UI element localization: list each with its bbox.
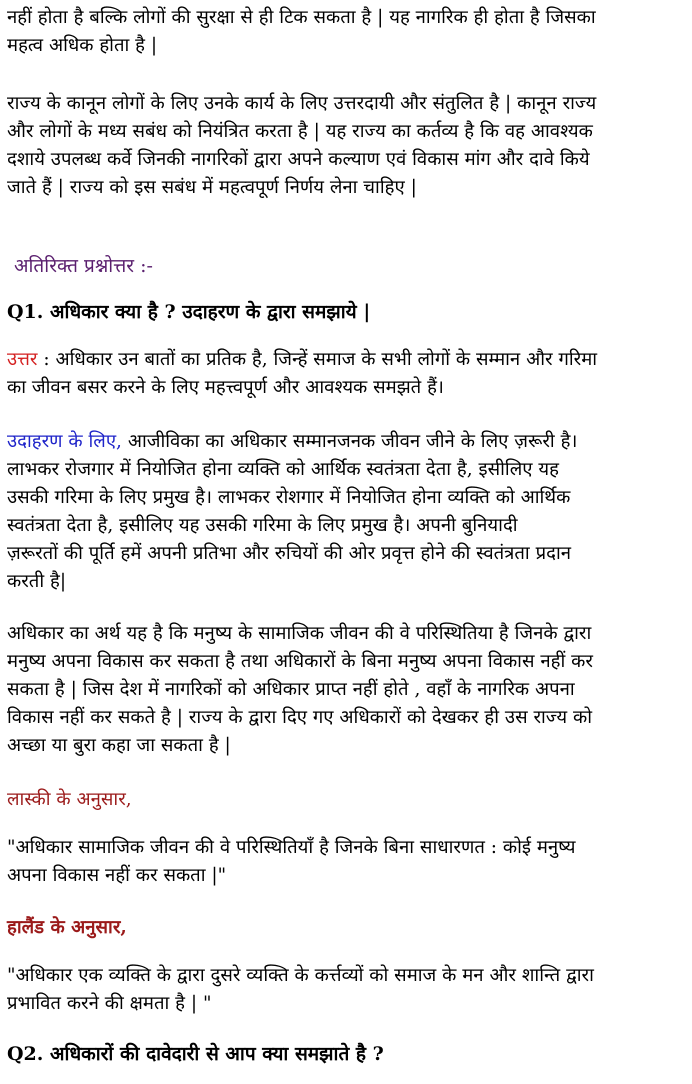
- answer-paragraph: [7, 346, 685, 402]
- laski-quote: [7, 834, 685, 890]
- text-line: स्वतंत्रता देता है, इसीलिए यह उसकी गरिमा के लिए प्रमुख है। अपनी बुनियादी: [7, 515, 518, 536]
- example-label: उदाहरण के लिए,: [7, 431, 122, 452]
- text-line: सकता है | जिस देश में नागरिकों को अधिकार प्राप्त नहीं होते , वहाँ के नागरिक अपना: [7, 679, 575, 700]
- section-heading: अतिरिक्त प्रश्नोत्तर :-: [14, 255, 153, 277]
- laski-label: लास्की के अनुसार,: [7, 789, 132, 810]
- paragraph-law: [7, 90, 685, 202]
- paragraph-meaning: [7, 620, 685, 760]
- text-line: [7, 346, 685, 374]
- paragraph-intro: [7, 4, 685, 60]
- text-line: "अधिकार एक व्यक्ति के द्वारा दुसरे व्यक्ति के कर्त्तव्यों को समाज के मन और शान्ति द्वारा: [7, 965, 594, 986]
- text-line: नहीं होता है बल्कि लोगों की सुरक्षा से ही टिक सकता है | यह नागरिक ही होता है जिसका: [7, 7, 596, 28]
- example-first-line: आजीविका का अधिकार सम्मानजनक जीवन जीने के लिए ज़रूरी है।: [121, 431, 578, 452]
- answer-label: उत्तर: [7, 349, 38, 370]
- text-line: महत्व अधिक होता है |: [7, 35, 158, 56]
- holland-quote: [7, 962, 685, 1018]
- text-line: "अधिकार सामाजिक जीवन की वे परिस्थितियाँ है जिनके बिना साधारणत : कोई मनुष्य: [7, 837, 576, 858]
- holland-label: हालैंड के अनुसार,: [7, 917, 127, 938]
- answer-first-line: : अधिकार उन बातों का प्रतिक है, जिन्हें समाज के सभी लोगों के सम्मान और गरिमा: [37, 349, 598, 370]
- text-line: राज्य के कानून लोगों के लिए उनके कार्य के लिए उत्तरदायी और संतुलित है | कानून राज्य: [7, 93, 597, 114]
- text-line: प्रभावित करने की क्षमता है | ": [7, 993, 212, 1014]
- text-line: [7, 428, 685, 456]
- text-line: अच्छा या बुरा कहा जा सकता है |: [7, 735, 231, 756]
- text-line: अपना विकास नहीं कर सकता |": [7, 865, 227, 886]
- text-line: अधिकार का अर्थ यह है कि मनुष्य के सामाजिक जीवन की वे परिस्थितिया है जिनके द्वारा: [7, 623, 592, 644]
- text-line: उसकी गरिमा के लिए प्रमुख है। लाभकर रोशगार में नियोजित होना व्यक्ति को आर्थिक: [7, 487, 571, 508]
- text-line: का जीवन बसर करने के लिए महत्त्वपूर्ण और आवश्यक समझते हैं।: [7, 377, 444, 398]
- text-line: करती है|: [7, 571, 67, 592]
- example-paragraph: [7, 428, 685, 596]
- text-line: ज़रूरतों की पूर्ति हमें अपनी प्रतिभा और रुचियों की ओर प्रवृत्त होने की स्वतंत्रता प्रदान: [7, 543, 571, 564]
- text-line: विकास नहीं कर सकते है | राज्य के द्वारा दिए गए अधिकारों को देखकर ही उस राज्य को: [7, 707, 593, 728]
- text-line: लाभकर रोजगार में नियोजित होना व्यक्ति को आर्थिक स्वतंत्रता देता है, इसीलिए यह: [7, 459, 559, 480]
- text-line: जाते हैं | राज्य को इस सबंध में महत्वपूर्ण निर्णय लेना चाहिए |: [7, 177, 417, 198]
- question-1: Q1. अधिकार क्या है ? उदाहरण के द्वारा समझाये |: [7, 301, 371, 323]
- text-line: दशाये उपलब्ध कर्वे जिनकी नागरिकों द्वारा अपने कल्याण एवं विकास मांग और दावे किये: [7, 149, 590, 170]
- text-line: मनुष्य अपना विकास कर सकता है तथा अधिकारों के बिना मनुष्य अपना विकास नहीं कर: [7, 651, 593, 672]
- text-line: और लोगों के मध्य सबंध को नियंत्रित करता है | यह राज्य का कर्तव्य है कि वह आवश्यक: [7, 121, 593, 142]
- question-2: Q2. अधिकारों की दावेदारी से आप क्या समझाते है ?: [7, 1043, 384, 1065]
